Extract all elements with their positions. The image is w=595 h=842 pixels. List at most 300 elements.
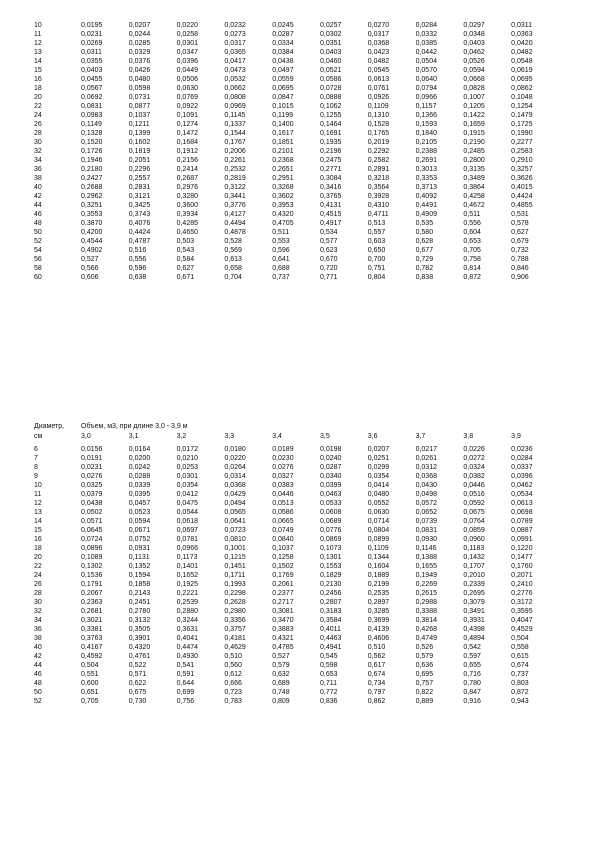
volume-cell: 0,0284	[415, 22, 437, 29]
volume-cell: 0,0426	[128, 67, 151, 74]
volume-cell: 0,847	[463, 689, 481, 696]
diameter-cell: 42	[34, 193, 42, 200]
volume-cell: 0,3505	[128, 626, 151, 633]
diameter-cell: 26	[34, 121, 42, 128]
volume-cell: 0,862	[367, 698, 386, 705]
volume-cell: 0,0828	[463, 85, 485, 92]
volume-cell: 0,0731	[128, 94, 151, 101]
volume-cell: 0,836	[319, 698, 338, 705]
diameter-cell: 12	[34, 40, 42, 47]
volume-cell: 0,556	[128, 256, 147, 263]
volume-cell: 0,3600	[176, 202, 199, 209]
volume-cell: 0,622	[128, 680, 147, 687]
volume-cell: 0,0728	[319, 85, 342, 92]
volume-cell: 0,527	[272, 653, 290, 660]
volume-cell: 0,2717	[272, 599, 294, 606]
volume-cell: 0,0516	[463, 491, 485, 498]
volume-cell: 0,0926	[367, 94, 390, 101]
volume-cell: 0,705	[81, 698, 99, 705]
volume-cell: 0,3280	[176, 193, 199, 200]
volume-cell: 0,0251	[367, 455, 390, 462]
volume-cell: 0,0739	[415, 518, 437, 525]
volume-cell: 0,4606	[367, 635, 390, 642]
diameter-cell: 18	[34, 545, 42, 552]
volume-cell: 0,3285	[367, 608, 390, 615]
volume-cell: 0,0312	[415, 464, 437, 471]
table-row	[34, 616, 559, 625]
volume-cell: 0,0403	[81, 67, 103, 74]
volume-cell: 0,3218	[367, 175, 390, 182]
volume-cell: 0,0570	[415, 67, 437, 74]
volume-cell: 0,0548	[511, 58, 533, 65]
volume-cell: 0,4941	[319, 644, 342, 651]
volume-cell: 0,1949	[415, 572, 437, 579]
volume-cell: 0,1352	[128, 563, 151, 570]
volume-cell: 0,0200	[128, 455, 151, 462]
volume-cell: 0,579	[272, 662, 290, 669]
length-column-header: 3,5	[319, 433, 330, 440]
volume-cell: 0,1211	[128, 121, 150, 128]
volume-cell: 0,2190	[463, 139, 485, 146]
volume-cell: 0,627	[176, 265, 195, 272]
volume-cell: 0,0207	[367, 446, 390, 453]
diameter-cell: 30	[34, 599, 42, 606]
volume-cell: 0,2368	[272, 157, 294, 164]
volume-cell: 0,4015	[511, 184, 533, 191]
volume-cell: 0,0339	[128, 482, 151, 489]
volume-cell: 0,666	[224, 680, 242, 687]
volume-cell: 0,872	[463, 274, 481, 281]
volume-cell: 0,0231	[81, 464, 103, 471]
volume-cell: 0,2687	[176, 175, 199, 182]
volume-cell: 0,522	[128, 662, 147, 669]
volume-cell: 0,0382	[463, 473, 485, 480]
volume-cell: 0,0671	[128, 527, 151, 534]
volume-cell: 0,3776	[224, 202, 246, 209]
volume-cell: 0,510	[367, 644, 386, 651]
diameter-cell: 30	[34, 139, 42, 146]
diameter-cell: 24	[34, 112, 42, 119]
volume-cell: 0,916	[463, 698, 481, 705]
volume-cell: 0,2414	[176, 166, 199, 173]
volume-cell: 0,2298	[224, 590, 246, 597]
table-row	[34, 652, 559, 661]
volume-cell: 0,1199	[272, 112, 294, 119]
volume-cell: 0,0804	[367, 527, 390, 534]
volume-cell: 0,0334	[272, 40, 294, 47]
volume-cell: 0,1604	[367, 563, 390, 570]
volume-cell: 0,2292	[367, 148, 390, 155]
volume-cell: 0,1109	[367, 545, 389, 552]
volume-cell: 0,598	[319, 662, 338, 669]
volume-cell: 0,0645	[81, 527, 103, 534]
volume-cell: 0,1157	[415, 103, 437, 110]
volume-cell: 0,1472	[176, 130, 199, 137]
table-row	[34, 30, 559, 39]
diameter-cell: 50	[34, 229, 42, 236]
volume-cell: 0,0534	[511, 491, 533, 498]
volume-cell: 0,2363	[81, 599, 103, 606]
volume-cell: 0,0810	[224, 536, 246, 543]
volume-cell: 0,0887	[511, 527, 533, 534]
volume-cell: 0,4544	[81, 238, 103, 245]
volume-cell: 0,771	[319, 274, 338, 281]
volume-cell: 0,0287	[319, 464, 342, 471]
table-row	[34, 120, 559, 129]
volume-cell: 0,0497	[272, 67, 294, 74]
volume-cell: 0,0565	[224, 509, 246, 516]
volume-cell: 0,0257	[319, 22, 342, 29]
volume-cell: 0,730	[128, 698, 147, 705]
volume-cell: 0,2269	[415, 581, 437, 588]
volume-cell: 0,1617	[272, 130, 294, 137]
volume-cell: 0,3251	[81, 202, 103, 209]
volume-cell: 0,0960	[463, 536, 485, 543]
volume-cell: 0,2010	[463, 572, 485, 579]
volume-cell: 0,0641	[224, 518, 246, 525]
volume-cell: 0,617	[367, 662, 386, 669]
volume-cell: 0,2880	[176, 608, 199, 615]
volume-cell: 0,4878	[224, 229, 246, 236]
volume-cell: 0,527	[81, 256, 99, 263]
table-row	[34, 210, 559, 219]
volume-cell: 0,4320	[128, 644, 151, 651]
volume-cell: 0,679	[511, 238, 529, 245]
diameter-cell: 11	[34, 31, 42, 38]
diameter-cell: 60	[34, 274, 42, 281]
volume-cell: 0,0480	[128, 76, 151, 83]
volume-cell: 0,0608	[319, 509, 342, 516]
volume-cell: 0,0781	[176, 536, 199, 543]
volume-cell: 0,638	[128, 274, 147, 281]
volume-cell: 0,0533	[319, 500, 342, 507]
volume-cell: 0,2277	[511, 139, 533, 146]
volume-cell: 0,0513	[272, 500, 294, 507]
volume-cell: 0,2695	[463, 590, 485, 597]
volume-cell: 0,0831	[415, 527, 437, 534]
volume-cell: 0,578	[511, 220, 529, 227]
volume-cell: 0,2582	[367, 157, 390, 164]
diameter-cell: 52	[34, 238, 42, 245]
volume-cell: 0,3470	[272, 617, 294, 624]
volume-cell: 0,1109	[367, 103, 389, 110]
volume-cell: 0,780	[463, 680, 481, 687]
volume-cell: 0,1274	[176, 121, 199, 128]
volume-cell: 0,0749	[272, 527, 294, 534]
table-row	[34, 562, 559, 571]
table-row	[34, 571, 559, 580]
volume-cell: 0,2976	[176, 184, 199, 191]
volume-cell: 0,2532	[224, 166, 246, 173]
diameter-cell: 7	[34, 455, 38, 462]
volume-cell: 0,0244	[128, 31, 151, 38]
volume-cell: 0,3021	[81, 617, 103, 624]
volume-cell: 0,2539	[176, 599, 199, 606]
volume-cell: 0,1477	[511, 554, 533, 561]
volume-cell: 0,612	[224, 671, 242, 678]
volume-cell: 0,3132	[128, 617, 151, 624]
volume-cell: 0,2456	[319, 590, 342, 597]
diameter-cell: 32	[34, 148, 42, 155]
volume-cell: 0,3268	[272, 184, 294, 191]
table-row	[34, 598, 559, 607]
volume-cell: 0,0420	[511, 40, 533, 47]
volume-cell: 0,1594	[128, 572, 151, 579]
volume-cell: 0,0180	[224, 446, 246, 453]
volume-cell: 0,0723	[224, 527, 246, 534]
volume-cell: 0,3081	[272, 608, 294, 615]
volume-cell: 0,1301	[319, 554, 342, 561]
volume-cell: 0,1858	[128, 581, 151, 588]
volume-cell: 0,3172	[511, 599, 533, 606]
volume-cell: 0,1990	[511, 130, 533, 137]
volume-cell: 0,2427	[81, 175, 103, 182]
volume-cell: 0,0368	[415, 473, 437, 480]
volume-cell: 0,0724	[81, 536, 103, 543]
volume-cell: 0,0414	[367, 482, 390, 489]
volume-cell: 0,2831	[128, 184, 151, 191]
volume-cell: 0,0324	[463, 464, 485, 471]
volume-cell: 0,0383	[272, 482, 294, 489]
volume-cell: 0,0922	[176, 103, 199, 110]
volume-cell: 0,1037	[128, 112, 151, 119]
volume-cell: 0,1946	[81, 157, 103, 164]
volume-cell: 0,3584	[319, 617, 342, 624]
volume-table-top	[34, 21, 559, 282]
diameter-cell: 38	[34, 175, 42, 182]
volume-cell: 0,516	[128, 247, 147, 254]
volume-cell: 0,0618	[176, 518, 199, 525]
volume-cell: 0,0273	[224, 31, 246, 38]
diameter-cell: 44	[34, 202, 42, 209]
volume-cell: 0,0442	[415, 49, 437, 56]
volume-cell: 0,644	[176, 680, 195, 687]
volume-cell: 0,0523	[128, 509, 151, 516]
volume-cell: 0,0794	[415, 85, 437, 92]
volume-cell: 0,0226	[463, 446, 485, 453]
volume-cell: 0,0355	[81, 58, 103, 65]
diameter-cell: 28	[34, 590, 42, 597]
volume-cell: 0,0506	[176, 76, 199, 83]
volume-cell: 0,0311	[81, 49, 102, 56]
volume-cell: 0,0195	[81, 22, 103, 29]
volume-cell: 0,0430	[415, 482, 437, 489]
volume-cell: 0,0297	[463, 22, 485, 29]
volume-cell: 0,0395	[128, 491, 151, 498]
volume-cell: 0,700	[367, 256, 386, 263]
volume-cell: 0,1760	[511, 563, 533, 570]
volume-cell: 0,0399	[319, 482, 342, 489]
volume-cell: 0,0270	[367, 22, 390, 29]
table-row	[34, 445, 559, 454]
table-row	[34, 508, 559, 517]
volume-cell: 0,0351	[319, 40, 342, 47]
volume-cell: 0,0365	[224, 49, 246, 56]
table-row	[34, 255, 559, 264]
volume-cell: 0,2771	[319, 166, 342, 173]
volume-cell: 0,3602	[272, 193, 294, 200]
volume-cell: 0,0325	[81, 482, 103, 489]
table-row	[34, 580, 559, 589]
volume-cell: 0,4917	[319, 220, 342, 227]
volume-cell: 0,0545	[367, 67, 390, 74]
volume-cell: 0,651	[81, 689, 99, 696]
volume-cell: 0,0769	[176, 94, 199, 101]
volume-cell: 0,2475	[319, 157, 342, 164]
volume-cell: 0,0652	[415, 509, 437, 516]
table-row	[34, 48, 559, 57]
volume-cell: 0,0236	[511, 446, 533, 453]
volume-cell: 0,1691	[319, 130, 342, 137]
volume-cell: 0,4909	[415, 211, 437, 218]
volume-cell: 0,1400	[272, 121, 294, 128]
volume-cell: 0,3489	[463, 175, 485, 182]
volume-cell: 0,3553	[81, 211, 103, 218]
table-row	[34, 544, 559, 553]
table-row	[34, 697, 559, 706]
volume-cell: 0,545	[319, 653, 338, 660]
volume-cell: 0,4749	[415, 635, 437, 642]
volume-cell: 0,4076	[128, 220, 151, 227]
volume-cell: 0,2019	[367, 139, 390, 146]
volume-cell: 0,0572	[415, 500, 437, 507]
length-column-header: 3,2	[176, 433, 187, 440]
volume-cell: 0,0396	[511, 473, 533, 480]
volume-cell: 0,0189	[272, 446, 294, 453]
volume-cell: 0,3388	[415, 608, 437, 615]
volume-cell: 0,3713	[415, 184, 437, 191]
diameter-cell: 10	[34, 22, 42, 29]
volume-cell: 0,4494	[224, 220, 246, 227]
diameter-caption: Диаметр,	[34, 423, 65, 430]
volume-cell: 0,803	[511, 680, 529, 687]
volume-cell: 0,4127	[224, 211, 246, 218]
volume-cell: 0,535	[415, 220, 434, 227]
diameter-cell: 12	[34, 500, 42, 507]
volume-cell: 0,4167	[81, 644, 103, 651]
volume-cell: 0,2628	[224, 599, 246, 606]
length-column-header: 3,4	[272, 433, 282, 440]
volume-cell: 0,0317	[367, 31, 390, 38]
volume-cell: 0,0269	[81, 40, 103, 47]
volume-cell: 0,0613	[511, 500, 533, 507]
volume-cell: 0,4268	[415, 626, 437, 633]
diameter-cell: 48	[34, 680, 42, 687]
volume-cell: 0,0619	[511, 67, 533, 74]
volume-cell: 0,732	[511, 247, 529, 254]
volume-cell: 0,0630	[367, 509, 390, 516]
table-row	[34, 273, 559, 282]
diameter-cell: 22	[34, 563, 42, 570]
volume-cell: 0,2651	[272, 166, 294, 173]
volume-cell: 0,2891	[367, 166, 390, 173]
volume-cell: 0,2051	[128, 157, 151, 164]
volume-cell: 0,0299	[367, 464, 390, 471]
volume-cell: 0,541	[176, 662, 195, 669]
volume-cell: 0,0888	[319, 94, 342, 101]
volume-cell: 0,0640	[415, 76, 437, 83]
volume-cell: 0,653	[463, 238, 481, 245]
volume-cell: 0,1149	[81, 121, 102, 128]
volume-cell: 0,0311	[511, 22, 533, 29]
volume-cell: 0,0285	[128, 40, 151, 47]
volume-cell: 0,503	[176, 238, 195, 245]
length-column-header: 3,9	[511, 433, 521, 440]
volume-cell: 0,822	[415, 689, 434, 696]
table-row	[34, 264, 559, 273]
volume-cell: 0,2388	[415, 148, 437, 155]
volume-cell: 0,689	[272, 680, 290, 687]
table-row	[34, 21, 559, 30]
volume-cell: 0,1399	[128, 130, 151, 137]
volume-cell: 0,1602	[128, 139, 151, 146]
volume-cell: 0,1520	[81, 139, 103, 146]
volume-cell: 0,3084	[319, 175, 342, 182]
volume-cell: 0,2691	[415, 157, 437, 164]
volume-cell: 0,0384	[272, 49, 294, 56]
volume-cell: 0,699	[176, 689, 195, 696]
volume-cell: 0,3765	[319, 193, 342, 200]
volume-cell: 0,0695	[511, 76, 533, 83]
volume-cell: 0,1502	[272, 563, 294, 570]
volume-cell: 0,534	[319, 229, 338, 236]
volume-cell: 0,0668	[463, 76, 485, 83]
volume-cell: 0,0301	[176, 473, 199, 480]
volume-cell: 0,0354	[176, 482, 199, 489]
volume-cell: 0,1328	[81, 130, 103, 137]
volume-cell: 0,0231	[81, 31, 103, 38]
volume-cell: 0,596	[272, 247, 290, 254]
volume-cell: 0,0240	[319, 455, 342, 462]
volume-cell: 0,0532	[224, 76, 246, 83]
table-row	[34, 75, 559, 84]
volume-cell: 0,720	[319, 265, 338, 272]
volume-cell: 0,0695	[272, 85, 294, 92]
volume-cell: 0,1593	[415, 121, 437, 128]
volume-cell: 0,2615	[415, 590, 437, 597]
volume-cell: 0,0662	[224, 85, 246, 92]
volume-cell: 0,3595	[511, 608, 533, 615]
volume-cell: 0,1889	[367, 572, 390, 579]
volume-cell: 0,1302	[81, 563, 103, 570]
table-row	[34, 183, 559, 192]
volume-cell: 0,0714	[367, 518, 390, 525]
volume-cell: 0,1205	[463, 103, 485, 110]
table-row	[34, 634, 559, 643]
volume-cell: 0,757	[415, 680, 434, 687]
volume-cell: 0,889	[415, 698, 434, 705]
volume-cell: 0,2105	[415, 139, 437, 146]
volume-cell: 0,3135	[463, 166, 485, 173]
volume-cell: 0,4398	[463, 626, 485, 633]
volume-cell: 0,4131	[319, 202, 342, 209]
volume-cell: 0,4592	[81, 653, 103, 660]
length-columns	[81, 432, 559, 442]
volume-cell: 0,2199	[367, 581, 390, 588]
diameter-cell: 40	[34, 184, 42, 191]
volume-cell: 0,2006	[224, 148, 246, 155]
volume-cell: 0,0412	[176, 491, 199, 498]
volume-cell: 0,0446	[272, 491, 294, 498]
volume-cell: 0,1401	[176, 563, 199, 570]
volume-cell: 0,615	[511, 653, 529, 660]
diameter-cell: 50	[34, 689, 42, 696]
volume-cell: 0,783	[224, 698, 242, 705]
volume-cell: 0,2261	[224, 157, 246, 164]
diameter-cell: 48	[34, 220, 42, 227]
table-row	[34, 84, 559, 93]
volume-cell: 0,3441	[224, 193, 246, 200]
